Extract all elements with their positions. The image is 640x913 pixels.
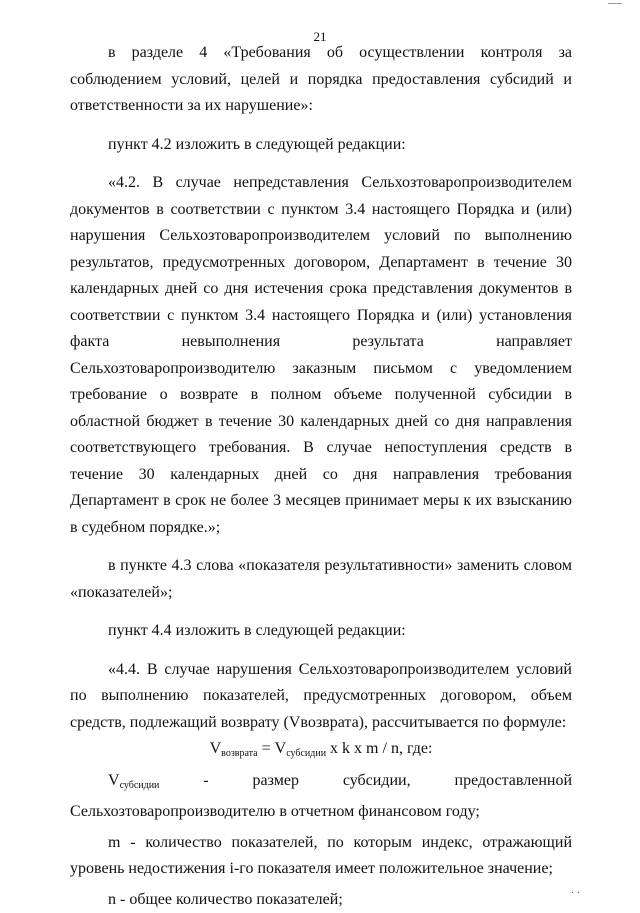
paragraph-section-4: в разделе 4 «Требования об осуществлении контроля за соблюдением условий, целей и порядка предоставления субсидий и ответственности за их нарушение»: bbox=[70, 40, 572, 120]
paragraph-item-4-4-intro: пункт 4.4 изложить в следующей редакции: bbox=[70, 618, 572, 645]
paragraph-item-4-4-text: «4.4. В случае нарушения Сельхозтоваропроизводителем условий по выполнению показателей, предусмотренных договором, объем средств, подлежащий возврату (Vвозврата), рассчитывается по формуле: bbox=[70, 657, 572, 737]
definition-v-subscript: субсидии bbox=[120, 780, 160, 791]
page-number: 21 bbox=[0, 29, 640, 45]
paragraph-item-4-2-text: «4.2. В случае непредставления Сельхозтоваропроизводителем документов в соответствии с пунктом 3.4 настоящего Порядка и (или) нарушения Сельхозтоваропроизводителем условий по выполнению результатов, предусмотренных договором, Департамент в течение 30 календарных дней со дня истечения срока представления документов в соответствии с пунктом 3.4 настоящего Порядка и (или) установления факта невыполнения результата направляет Сельхозтоваропроизводителю заказным письмом с уведомлением требование о возврате в полном объеме полученной субсидии в областной бюджет в течение 30 календарных дней со дня направления соответствующего требования. В случае непоступления средств в течение 30 календарных дней со дня направления требования Департамент в срок не более 3 месяцев принимает меры к их взысканию в судебном порядке.»; bbox=[70, 170, 572, 541]
formula-rhs: V bbox=[275, 740, 287, 757]
formula-rhs-subscript: субсидии bbox=[286, 748, 326, 759]
definition-v-symbol: V bbox=[108, 772, 120, 789]
definition-m: m - количество показателей, по которым индекс, отражающий уровень недостижения i-го показателя имеет положительное значение; bbox=[70, 830, 572, 883]
definition-v-text: - размер субсидии, предоставленной Сельхозтоваропроизводителю в отчетном финансовом году; bbox=[70, 772, 572, 821]
formula-equals: = bbox=[258, 740, 275, 757]
formula-lhs: V bbox=[210, 740, 222, 757]
paragraph-item-4-3: в пункте 4.3 слова «показателя результативности» заменить словом «показателей»; bbox=[70, 553, 572, 606]
definition-n: n - общее количество показателей; bbox=[70, 887, 572, 913]
formula-lhs-subscript: возврата bbox=[221, 748, 257, 759]
corner-mark bbox=[608, 0, 622, 4]
paragraph-item-4-2-intro: пункт 4.2 изложить в следующей редакции: bbox=[70, 132, 572, 159]
definition-v-subsidy bbox=[70, 768, 572, 826]
footer-mark: · · bbox=[571, 888, 580, 899]
formula bbox=[70, 736, 572, 768]
formula-tail: x k x m / n, где: bbox=[326, 740, 432, 757]
document-body bbox=[70, 40, 572, 913]
